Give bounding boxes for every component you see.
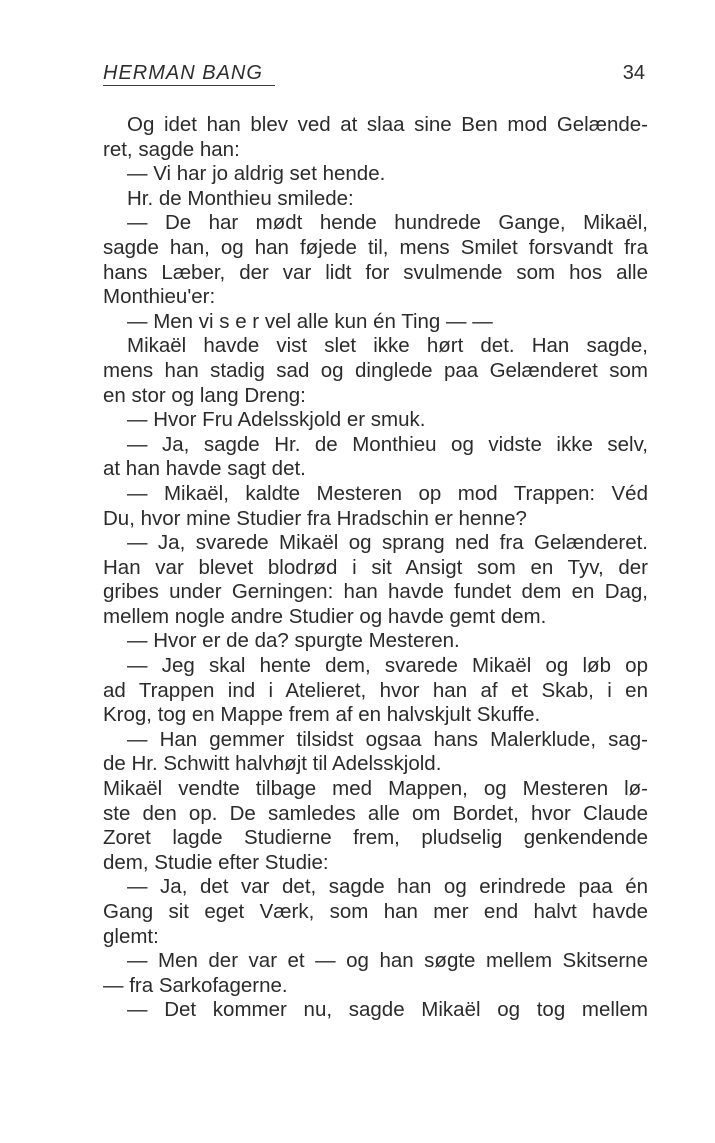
text-line: dem, Studie efter Studie: (103, 850, 329, 874)
text-line: ste den op. De samledes alle om Bordet, hvor Claude (103, 801, 648, 825)
text-line: — Vi har jo aldrig set hende. (127, 162, 386, 186)
text-line: — Jeg skal hente dem, svarede Mikaël og løb op (127, 654, 648, 678)
text-line: Gang sit eget Værk, som han mer end halvt havde (103, 900, 648, 923)
text-line: — Mikaël, kaldte Mesteren op mod Trappen: Véd (127, 481, 648, 505)
text-line: — Ja, svarede Mikaël og sprang ned fra Gelænderet. (127, 531, 648, 555)
text-line: — De har mødt hende hundrede Gange, Mikaël, (127, 211, 648, 235)
text-line: Hr. de Monthieu smilede: (127, 186, 354, 210)
text-line: hans Læber, der var lidt for svulmende som hos alle (103, 260, 648, 284)
body-text (103, 113, 648, 1023)
text-line: at han havde sagt det. (103, 457, 306, 481)
text-line: mellem nogle andre Studier og havde gemt dem. (103, 604, 547, 628)
text-line: — Hvor er de da? spurgte Mesteren. (127, 629, 460, 653)
author-name: HERMAN BANG (103, 62, 263, 84)
text-line: Og idet han blev ved at slaa sine Ben mod Gelænde- (127, 113, 648, 136)
text-line: — Hvor Fru Adelsskjold er smuk. (127, 408, 426, 432)
text-line: mens han stadig sad og dinglede paa Gelænderet som (103, 358, 648, 382)
header-rule (103, 85, 275, 86)
text-line: — Det kommer nu, sagde Mikaël og tog mellem (127, 998, 648, 1022)
text-line: sagde han, og han føjede til, mens Smilet forsvandt fra (103, 235, 648, 259)
text-line: Mikaël vendte tilbage med Mappen, og Mesteren lø- (103, 777, 648, 801)
running-head (103, 60, 645, 90)
text-line: Monthieu'er: (103, 285, 216, 309)
text-line: Du, hvor mine Studier fra Hradschin er henne? (103, 506, 527, 530)
page-number: 34 (622, 62, 645, 84)
text-line: de Hr. Schwitt halvhøjt til Adelsskjold. (103, 752, 442, 776)
text-line: Zoret lagde Studierne frem, pludselig genkendende (103, 826, 648, 850)
text-line: glemt: (103, 924, 159, 948)
text-line: ret, sagde han: (103, 137, 240, 161)
text-line: — Men vi s e r vel alle kun én Ting — — (127, 309, 493, 333)
text-line: Krog, tog en Mappe frem af en halvskjult Skuffe. (103, 703, 541, 727)
text-line: — Han gemmer tilsidst ogsaa hans Malerklude, sag- (127, 727, 648, 751)
text-line: — Ja, sagde Hr. de Monthieu og vidste ikke selv, (127, 432, 648, 456)
text-line: Mikaël havde vist slet ikke hørt det. Han sagde, (127, 334, 648, 358)
text-line: — Men der var et — og han søgte mellem Skitserne (127, 949, 648, 973)
text-line: — fra Sarkofagerne. (103, 973, 288, 997)
text-line: en stor og lang Dreng: (103, 383, 306, 407)
text-line: Han var blevet blodrød i sit Ansigt som en Tyv, der (103, 555, 648, 579)
text-line: ad Trappen ind i Atelieret, hvor han af et Skab, i en (103, 678, 648, 702)
text-line: gribes under Gerningen: han havde fundet dem en Dag, (103, 580, 648, 604)
text-line: — Ja, det var det, sagde han og erindrede paa én (127, 875, 648, 899)
